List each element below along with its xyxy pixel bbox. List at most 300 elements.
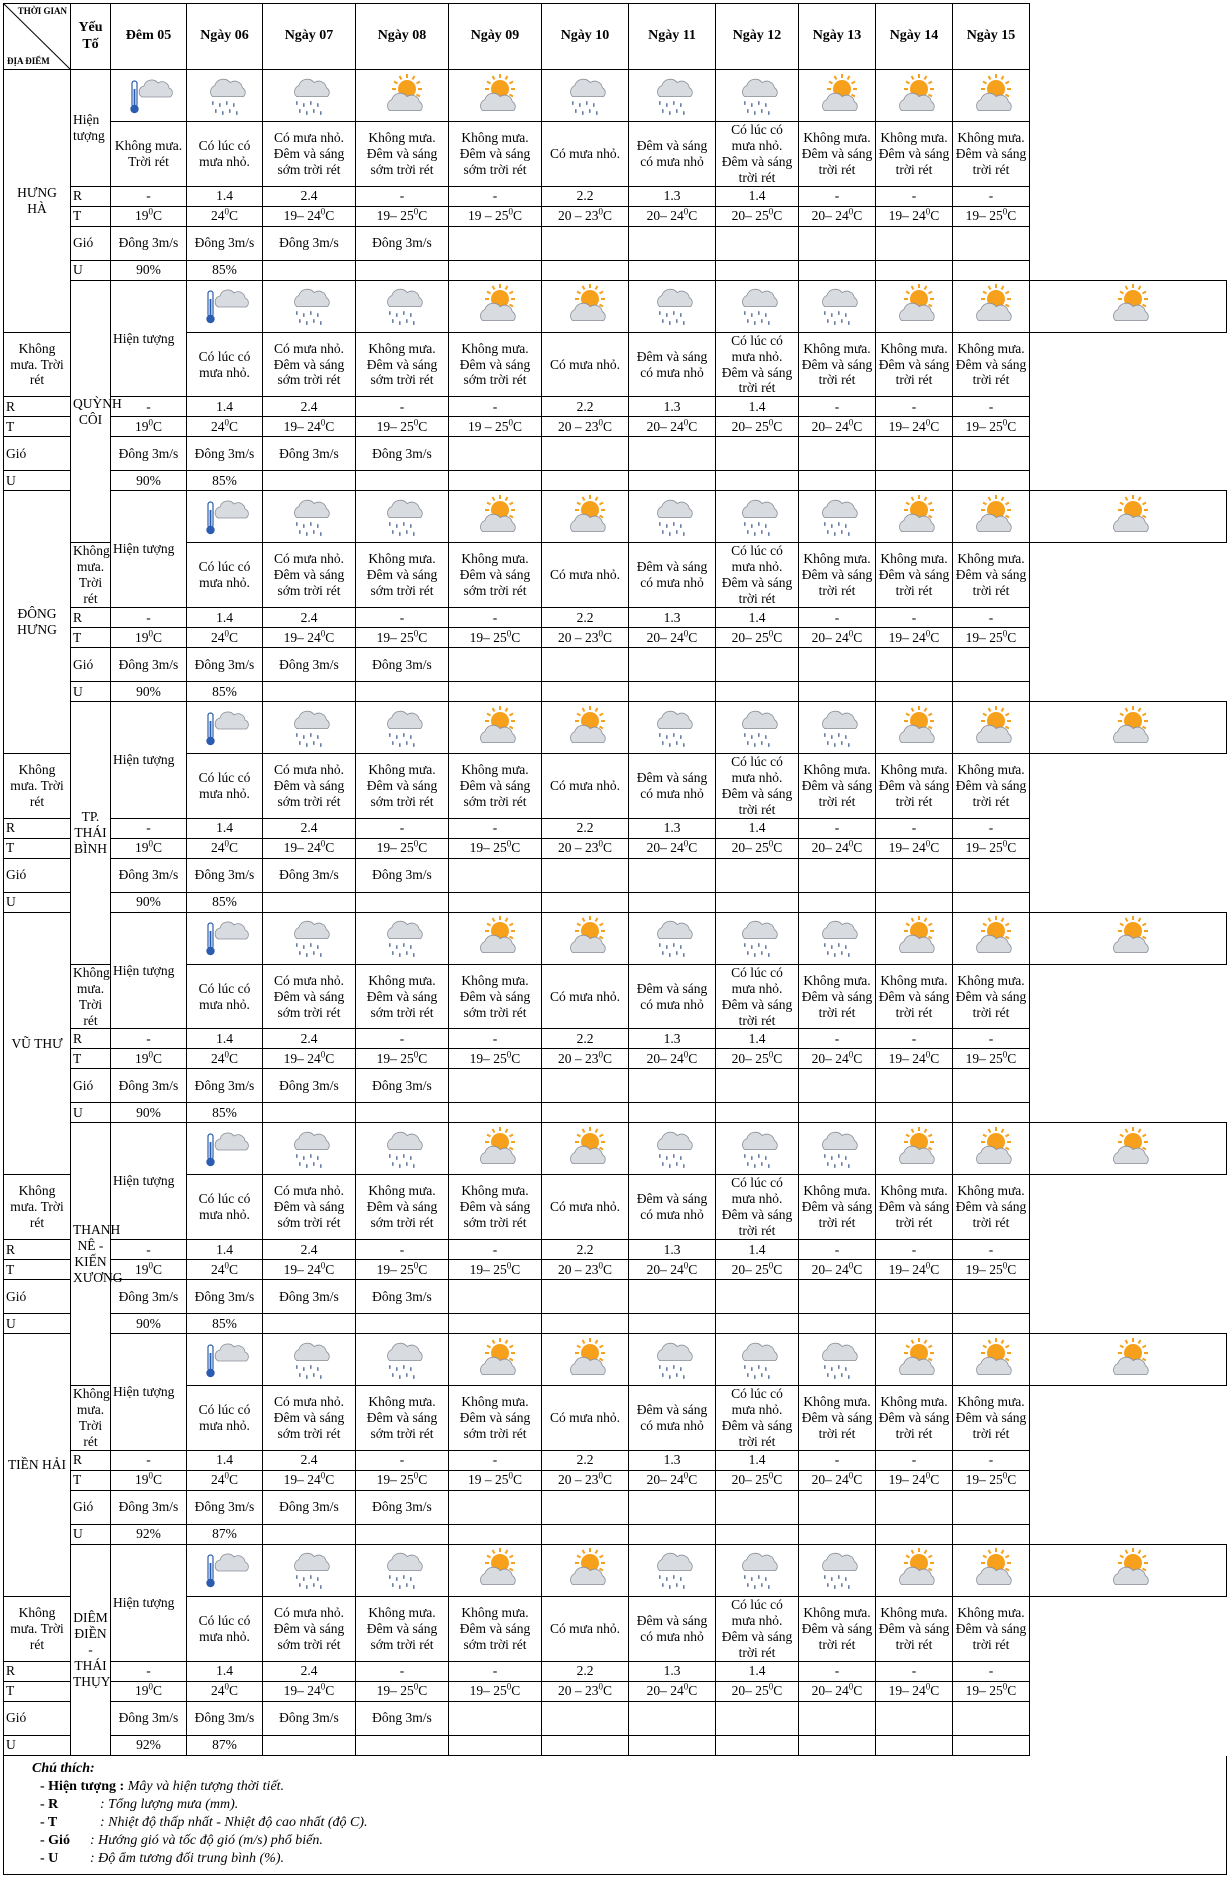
- temp-range: 19– 25: [965, 208, 1003, 224]
- weather-icon-cell: [953, 1334, 1030, 1386]
- temp-value: [953, 1470, 1030, 1490]
- empty-cell: [629, 1069, 716, 1103]
- humidity-value: 92%: [111, 1735, 187, 1755]
- temp-value: [716, 628, 799, 648]
- rain-value: -: [356, 397, 449, 417]
- day-header: Ngày 07: [263, 4, 356, 70]
- rain-cloud-icon: [379, 719, 425, 734]
- phenomenon-text: Có mưa nhỏ.: [542, 122, 629, 187]
- temp-range: 19– 24: [283, 1472, 321, 1488]
- factor-label-humidity: U: [4, 1735, 71, 1755]
- temp-unit: C: [228, 208, 238, 224]
- phenomenon-text: Không mưa. Đêm và sáng trời rét: [799, 1386, 876, 1451]
- description-row: [4, 1386, 1227, 1451]
- empty-cell: [629, 1490, 716, 1524]
- rain-value: -: [111, 1661, 187, 1681]
- description-row: [4, 543, 1227, 608]
- temp-row: [4, 417, 1227, 437]
- phenomenon-text: Không mưa. Trời rét: [4, 1175, 71, 1240]
- temp-unit: C: [773, 840, 783, 856]
- weather-icon-cell: [356, 70, 449, 122]
- degree-mark: 0: [413, 1049, 419, 1060]
- rain-value: -: [953, 1029, 1030, 1049]
- degree-mark: 0: [506, 838, 512, 849]
- sun-cloud-icon: [1105, 1140, 1151, 1155]
- empty-cell: [716, 1735, 799, 1755]
- temp-unit: C: [325, 418, 335, 434]
- rain-value: -: [111, 818, 187, 838]
- sun-cloud-icon: [968, 1561, 1014, 1576]
- temp-value: [799, 1470, 876, 1490]
- rain-value: 2.2: [542, 608, 629, 628]
- empty-cell: [629, 858, 716, 892]
- rain-value: -: [876, 186, 953, 206]
- empty-cell: [953, 1103, 1030, 1123]
- sun-cloud-icon: [472, 929, 518, 944]
- rain-value: -: [111, 397, 187, 417]
- empty-cell: [876, 1280, 953, 1314]
- degree-mark: 0: [413, 1681, 419, 1692]
- empty-cell: [876, 858, 953, 892]
- temp-unit: C: [228, 629, 238, 645]
- temp-range: 19– 25: [469, 1261, 507, 1277]
- empty-cell: [449, 648, 542, 682]
- temp-range: 19– 25: [376, 1472, 414, 1488]
- temp-unit: C: [152, 1050, 162, 1066]
- empty-cell: [449, 1524, 542, 1544]
- wind-row: [4, 1280, 1227, 1314]
- phenomenon-text: Không mưa. Đêm và sáng trời rét: [876, 1596, 953, 1661]
- temp-range: 20– 24: [811, 208, 849, 224]
- humidity-value: 85%: [187, 260, 263, 280]
- rain-cloud-icon: [734, 508, 780, 523]
- temp-value: [953, 1049, 1030, 1069]
- rain-value: -: [799, 397, 876, 417]
- temp-range: 19– 25: [469, 1050, 507, 1066]
- rain-row: [4, 818, 1227, 838]
- temp-unit: C: [228, 418, 238, 434]
- wind-value: Đông 3m/s: [111, 648, 187, 682]
- temp-range: 19– 24: [283, 1261, 321, 1277]
- degree-mark: 0: [925, 417, 931, 428]
- temp-unit: C: [602, 1050, 612, 1066]
- rain-value: 1.4: [716, 818, 799, 838]
- weather-icon-cell: [629, 280, 716, 332]
- rain-value: 1.4: [187, 397, 263, 417]
- empty-cell: [542, 1490, 629, 1524]
- temp-value: [111, 1681, 187, 1701]
- temp-range: 19– 24: [283, 208, 321, 224]
- icon-row: [4, 70, 1227, 122]
- weather-icon-cell: [449, 1334, 542, 1386]
- temp-range: 19– 24: [283, 1683, 321, 1699]
- empty-cell: [449, 1490, 542, 1524]
- factor-label-wind: Gió: [71, 226, 111, 260]
- empty-cell: [876, 1069, 953, 1103]
- degree-mark: 0: [598, 1681, 603, 1692]
- empty-cell: [449, 471, 542, 491]
- empty-cell: [953, 892, 1030, 912]
- weather-icon-cell: [876, 1544, 953, 1596]
- factor-label-humidity: U: [4, 471, 71, 491]
- rain-value: -: [876, 608, 953, 628]
- degree-mark: 0: [598, 206, 603, 217]
- empty-cell: [263, 682, 356, 702]
- empty-cell: [953, 226, 1030, 260]
- temp-value: [799, 1681, 876, 1701]
- rain-cloud-icon: [562, 87, 608, 102]
- temp-unit: C: [325, 629, 335, 645]
- weather-icon-cell: [629, 702, 716, 754]
- icon-row: [4, 1123, 1227, 1175]
- phenomenon-text: Không mưa. Đêm và sáng trời rét: [876, 964, 953, 1029]
- temp-unit: C: [152, 1261, 162, 1277]
- rain-value: -: [953, 818, 1030, 838]
- empty-cell: [263, 260, 356, 280]
- sun-cloud-icon: [891, 87, 937, 102]
- temp-value: [953, 628, 1030, 648]
- phenomenon-text: Không mưa. Đêm và sáng trời rét: [799, 964, 876, 1029]
- humidity-value: 90%: [111, 1314, 187, 1334]
- empty-cell: [953, 1490, 1030, 1524]
- temp-value: [876, 1049, 953, 1069]
- temp-unit: C: [325, 840, 335, 856]
- weather-icon-cell: [629, 491, 716, 543]
- temp-unit: C: [511, 840, 521, 856]
- temp-value: [629, 417, 716, 437]
- empty-cell: [449, 682, 542, 702]
- degree-mark: 0: [320, 417, 326, 428]
- weather-icon-cell: [629, 1334, 716, 1386]
- weather-icon-cell: [542, 1123, 629, 1175]
- rain-value: -: [876, 1661, 953, 1681]
- sun-cloud-icon: [562, 1351, 608, 1366]
- humidity-value: 90%: [111, 260, 187, 280]
- temp-row: [4, 1681, 1227, 1701]
- empty-cell: [799, 682, 876, 702]
- temp-unit: C: [773, 1683, 783, 1699]
- weather-icon-cell: [542, 702, 629, 754]
- description-row: [4, 332, 1227, 397]
- empty-cell: [716, 858, 799, 892]
- temp-value: [629, 1681, 716, 1701]
- phenomenon-text: Không mưa. Đêm và sáng trời rét: [876, 332, 953, 397]
- weather-icon-cell: [953, 702, 1030, 754]
- phenomenon-text: Không mưa. Đêm và sáng trời rét: [876, 122, 953, 187]
- sun-cloud-icon: [472, 1351, 518, 1366]
- weather-icon-cell: [876, 1334, 953, 1386]
- phenomenon-text: Có lúc có mưa nhỏ. Đêm và sáng trời rét: [716, 964, 799, 1029]
- phenomenon-text: Không mưa. Đêm và sáng trời rét: [953, 1175, 1030, 1240]
- weather-icon-cell: [356, 1544, 449, 1596]
- temp-unit: C: [688, 1261, 698, 1277]
- factor-label-temp: T: [71, 206, 111, 226]
- temp-unit: C: [152, 629, 162, 645]
- rain-value: -: [799, 186, 876, 206]
- sun-cloud-icon: [1105, 297, 1151, 312]
- phenomenon-text: Không mưa. Trời rét: [71, 964, 111, 1029]
- sun-cloud-icon: [472, 1561, 518, 1576]
- empty-cell: [799, 1103, 876, 1123]
- weather-icon-cell: [449, 280, 542, 332]
- rain-cloud-icon: [379, 929, 425, 944]
- phenomenon-text: Không mưa. Đêm và sáng sớm trời rét: [449, 543, 542, 608]
- note-key: - Gió: [40, 1832, 70, 1848]
- wind-value: Đông 3m/s: [356, 858, 449, 892]
- wind-value: Đông 3m/s: [187, 437, 263, 471]
- sun-cloud-icon: [1105, 1351, 1151, 1366]
- humidity-value: 85%: [187, 471, 263, 491]
- phenomenon-text: Không mưa. Đêm và sáng sớm trời rét: [356, 122, 449, 187]
- rain-cloud-icon: [734, 1561, 780, 1576]
- rain-row: [4, 1240, 1227, 1260]
- empty-cell: [629, 682, 716, 702]
- phenomenon-text: Đêm và sáng có mưa nhỏ: [629, 332, 716, 397]
- wind-value: Đông 3m/s: [187, 1280, 263, 1314]
- temp-range: 19– 25: [376, 208, 414, 224]
- rain-value: -: [953, 1240, 1030, 1260]
- empty-cell: [716, 892, 799, 912]
- factor-label-wind: Gió: [71, 1490, 111, 1524]
- degree-mark: 0: [683, 206, 689, 217]
- empty-cell: [542, 1314, 629, 1334]
- rain-cloud-icon: [286, 719, 332, 734]
- weather-icon-cell: [953, 70, 1030, 122]
- empty-cell: [629, 1524, 716, 1544]
- temp-unit: C: [1007, 1050, 1017, 1066]
- temp-unit: C: [511, 1683, 521, 1699]
- temp-range: 19: [134, 629, 149, 645]
- rain-value: 2.2: [542, 186, 629, 206]
- phenomenon-text: Đêm và sáng có mưa nhỏ: [629, 122, 716, 187]
- wind-row: [4, 437, 1227, 471]
- temp-value: [187, 1470, 263, 1490]
- empty-cell: [542, 1280, 629, 1314]
- temp-unit: C: [602, 208, 612, 224]
- phenomenon-text: Không mưa. Đêm và sáng trời rét: [876, 1386, 953, 1451]
- rain-value: -: [111, 1029, 187, 1049]
- weather-icon-cell: [799, 280, 876, 332]
- empty-cell: [799, 1490, 876, 1524]
- wind-row: [4, 1490, 1227, 1524]
- wind-value: Đông 3m/s: [356, 1490, 449, 1524]
- weather-icon-cell: [876, 491, 953, 543]
- degree-mark: 0: [925, 1681, 931, 1692]
- temp-range: 24: [210, 840, 225, 856]
- temp-range: 19: [134, 1472, 149, 1488]
- empty-cell: [799, 1314, 876, 1334]
- empty-cell: [799, 1524, 876, 1544]
- rain-cloud-icon: [286, 87, 332, 102]
- rain-cloud-icon: [814, 508, 860, 523]
- rain-cloud-icon: [814, 1561, 860, 1576]
- degree-mark: 0: [413, 628, 419, 639]
- temp-range: 19 – 25: [467, 208, 509, 224]
- temp-range: 24: [210, 1050, 225, 1066]
- thermometer-cloud-icon: [202, 297, 248, 312]
- temp-value: [542, 1470, 629, 1490]
- temp-range: 20– 25: [731, 1261, 769, 1277]
- empty-cell: [716, 1490, 799, 1524]
- temp-range: 20– 24: [646, 418, 684, 434]
- degree-mark: 0: [768, 1049, 774, 1060]
- wind-value: Đông 3m/s: [356, 226, 449, 260]
- temp-value: [799, 838, 876, 858]
- wind-value: Đông 3m/s: [111, 226, 187, 260]
- degree-mark: 0: [925, 838, 931, 849]
- degree-mark: 0: [148, 1470, 153, 1481]
- phenomenon-text: Không mưa. Đêm và sáng sớm trời rét: [449, 754, 542, 819]
- temp-unit: C: [1007, 1683, 1017, 1699]
- weather-icon-cell: [356, 702, 449, 754]
- humidity-value: 85%: [187, 892, 263, 912]
- degree-mark: 0: [508, 417, 513, 428]
- weather-icon-cell: [876, 1123, 953, 1175]
- note-value: : Hướng gió và tốc độ gió (m/s) phổ biến.: [90, 1832, 323, 1848]
- empty-cell: [716, 682, 799, 702]
- phenomenon-text: Có mưa nhỏ. Đêm và sáng sớm trời rét: [263, 754, 356, 819]
- wind-value: Đông 3m/s: [111, 1069, 187, 1103]
- weather-icon-cell: [876, 70, 953, 122]
- weather-icon-cell: [716, 1123, 799, 1175]
- empty-cell: [876, 260, 953, 280]
- empty-cell: [356, 682, 449, 702]
- empty-cell: [542, 1735, 629, 1755]
- temp-range: 19– 25: [376, 629, 414, 645]
- temp-unit: C: [773, 208, 783, 224]
- empty-cell: [953, 648, 1030, 682]
- phenomenon-text: Có lúc có mưa nhỏ.: [187, 1386, 263, 1451]
- temp-range: 20– 24: [811, 1472, 849, 1488]
- temp-value: [356, 1470, 449, 1490]
- degree-mark: 0: [598, 838, 603, 849]
- phenomenon-text: Không mưa. Đêm và sáng sớm trời rét: [356, 332, 449, 397]
- rain-value: -: [876, 1029, 953, 1049]
- temp-value: [876, 206, 953, 226]
- phenomenon-text: Không mưa. Trời rét: [4, 1596, 71, 1661]
- empty-cell: [716, 648, 799, 682]
- temp-range: 20– 25: [731, 208, 769, 224]
- empty-cell: [876, 1701, 953, 1735]
- phenomenon-text: Có mưa nhỏ. Đêm và sáng sớm trời rét: [263, 1175, 356, 1240]
- rain-value: -: [449, 1240, 542, 1260]
- temp-range: 20– 25: [731, 1472, 769, 1488]
- weather-icon-cell: [716, 491, 799, 543]
- empty-cell: [629, 1701, 716, 1735]
- temp-range: 19– 25: [965, 1683, 1003, 1699]
- weather-icon-cell: [187, 70, 263, 122]
- empty-cell: [263, 1103, 356, 1123]
- degree-mark: 0: [925, 1470, 931, 1481]
- sun-cloud-icon: [968, 508, 1014, 523]
- temp-value: [187, 1681, 263, 1701]
- rain-value: 1.4: [716, 186, 799, 206]
- phenomenon-text: Không mưa. Đêm và sáng trời rét: [953, 964, 1030, 1029]
- wind-value: Đông 3m/s: [263, 1280, 356, 1314]
- wind-row: [4, 648, 1227, 682]
- thermometer-cloud-icon: [202, 1561, 248, 1576]
- rain-value: 1.3: [629, 1661, 716, 1681]
- temp-unit: C: [325, 1683, 335, 1699]
- temp-range: 20– 24: [811, 418, 849, 434]
- temp-value: [356, 838, 449, 858]
- degree-mark: 0: [224, 1049, 229, 1060]
- rain-value: -: [356, 186, 449, 206]
- temp-range: 20– 24: [811, 1050, 849, 1066]
- humidity-row: [4, 1314, 1227, 1334]
- temp-unit: C: [228, 840, 238, 856]
- weather-icon-cell: [263, 702, 356, 754]
- temp-value: [263, 1049, 356, 1069]
- empty-cell: [263, 471, 356, 491]
- rain-value: -: [111, 1450, 187, 1470]
- empty-cell: [542, 1069, 629, 1103]
- note-value: : Độ ẩm tương đối trung bình (%).: [90, 1850, 284, 1866]
- empty-cell: [799, 471, 876, 491]
- weather-icon-cell: [629, 912, 716, 964]
- empty-cell: [876, 1735, 953, 1755]
- temp-range: 19 – 25: [467, 418, 509, 434]
- wind-value: Đông 3m/s: [111, 1490, 187, 1524]
- note-key: - R: [40, 1796, 59, 1812]
- phenomenon-text: Không mưa. Đêm và sáng trời rét: [799, 1596, 876, 1661]
- phenomenon-text: Có lúc có mưa nhỏ. Đêm và sáng trời rét: [716, 543, 799, 608]
- empty-cell: [799, 858, 876, 892]
- temp-range: 19– 24: [888, 418, 926, 434]
- temp-range: 19– 25: [376, 1050, 414, 1066]
- temp-unit: C: [325, 1472, 335, 1488]
- temp-range: 19– 25: [469, 1683, 507, 1699]
- temp-unit: C: [228, 1261, 238, 1277]
- wind-value: Đông 3m/s: [187, 1490, 263, 1524]
- degree-mark: 0: [683, 1681, 689, 1692]
- rain-value: -: [111, 1240, 187, 1260]
- wind-value: Đông 3m/s: [356, 648, 449, 682]
- temp-range: 20 – 23: [557, 1683, 599, 1699]
- temp-value: [356, 417, 449, 437]
- degree-mark: 0: [768, 206, 774, 217]
- weather-icon-cell: [187, 491, 263, 543]
- sun-cloud-icon: [562, 1561, 608, 1576]
- sun-cloud-icon: [891, 929, 937, 944]
- degree-mark: 0: [1002, 206, 1008, 217]
- icon-row: [4, 280, 1227, 332]
- rain-value: 1.4: [187, 186, 263, 206]
- weather-icon-cell: [629, 70, 716, 122]
- phenomenon-text: Có lúc có mưa nhỏ.: [187, 754, 263, 819]
- rain-value: -: [449, 186, 542, 206]
- description-row: [4, 964, 1227, 1029]
- degree-mark: 0: [848, 1470, 854, 1481]
- degree-mark: 0: [413, 838, 419, 849]
- empty-cell: [449, 1103, 542, 1123]
- rain-value: 2.2: [542, 1240, 629, 1260]
- temp-value: [542, 1049, 629, 1069]
- degree-mark: 0: [683, 628, 689, 639]
- temp-range: 20 – 23: [557, 1050, 599, 1066]
- weather-icon-cell: [1030, 280, 1227, 332]
- rain-value: -: [953, 186, 1030, 206]
- temp-value: [187, 1049, 263, 1069]
- temp-unit: C: [688, 208, 698, 224]
- rain-value: 2.2: [542, 818, 629, 838]
- degree-mark: 0: [768, 628, 774, 639]
- weather-icon-cell: [449, 702, 542, 754]
- degree-mark: 0: [1002, 417, 1008, 428]
- empty-cell: [716, 1280, 799, 1314]
- temp-row: [4, 206, 1227, 226]
- wind-value: Đông 3m/s: [111, 858, 187, 892]
